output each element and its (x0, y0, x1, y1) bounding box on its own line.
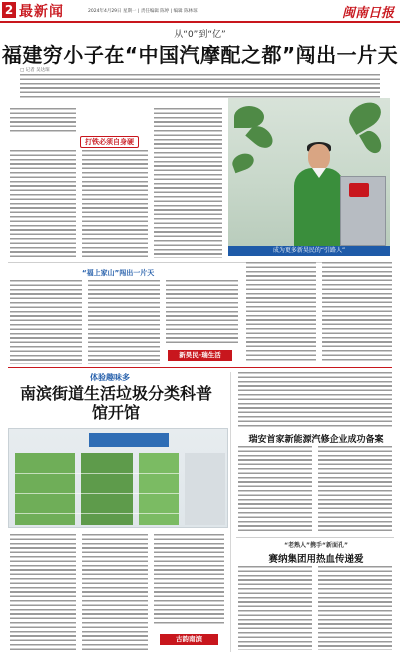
right-story-2-kicker: “老熟人”携手“新面孔” (284, 542, 348, 549)
lead-intro-text (20, 74, 380, 100)
lead-lower-col-2 (88, 280, 160, 364)
feature-body-col-2 (82, 534, 148, 650)
right-story-1-headline: 瑞安首家新能源汽修企业成功备案 (248, 435, 384, 445)
section-name: 最新闻 (19, 4, 64, 20)
lead-lower-col-1 (10, 280, 82, 364)
section-tag-lead: 新昊民·瑞生活 (168, 350, 232, 361)
page-number: 2 (2, 2, 16, 18)
photo-subject (294, 144, 344, 246)
feature-photo (8, 428, 228, 528)
paper-logo: 闽南日报 (341, 6, 394, 21)
lead-body-col-4 (154, 108, 222, 258)
lead-body-col-3 (82, 150, 148, 258)
section-tag-feature: 古韵南滨 (160, 634, 218, 645)
photo-caption: 成为更多新昊民的“引路人” (272, 247, 346, 254)
right-top-text (238, 372, 392, 428)
feature-headline: 南滨街道生活垃圾分类科普馆开馆 (19, 384, 212, 422)
column-divider (230, 372, 231, 652)
lead-photo (228, 98, 390, 246)
lead-body-col-1 (10, 108, 76, 134)
right-divider (236, 537, 394, 538)
masthead-rule (0, 21, 400, 23)
lead-lower-col-4 (246, 262, 316, 362)
issue-meta: 2024年4月29日 星期一 | 责任编辑 陈婷 | 编辑 陈林琼 (88, 9, 198, 14)
right-story-2-headline: 赛纳集团用热血传递爱 (268, 554, 364, 565)
lead-body-col-2 (10, 150, 76, 258)
section-divider (8, 367, 392, 368)
lead-subhead-2: “福上家山”闯出一片天 (82, 269, 155, 277)
feature-body-col-3 (154, 534, 224, 626)
lead-headline: 福建穷小子在“中国汽摩配之都”闯出一片天 (1, 43, 399, 67)
lead-subhead-1: 打铁必须自身硬 (80, 136, 139, 148)
right-story-1-col-2 (318, 446, 392, 534)
lead-lower-col-3 (166, 280, 238, 344)
lead-kicker: 从“0”到“亿” (174, 30, 226, 40)
masthead (0, 0, 400, 22)
right-story-2-col-1 (238, 566, 312, 650)
right-story-2-col-2 (318, 566, 392, 650)
lead-lower-col-5 (322, 262, 392, 362)
right-story-1-col-1 (238, 446, 312, 534)
feature-kicker: 体验趣味多 (90, 373, 130, 382)
feature-body-col-1 (10, 534, 76, 650)
photo-machine (340, 176, 386, 246)
lead-byline: □ 记者 吴达琛 (20, 68, 50, 73)
